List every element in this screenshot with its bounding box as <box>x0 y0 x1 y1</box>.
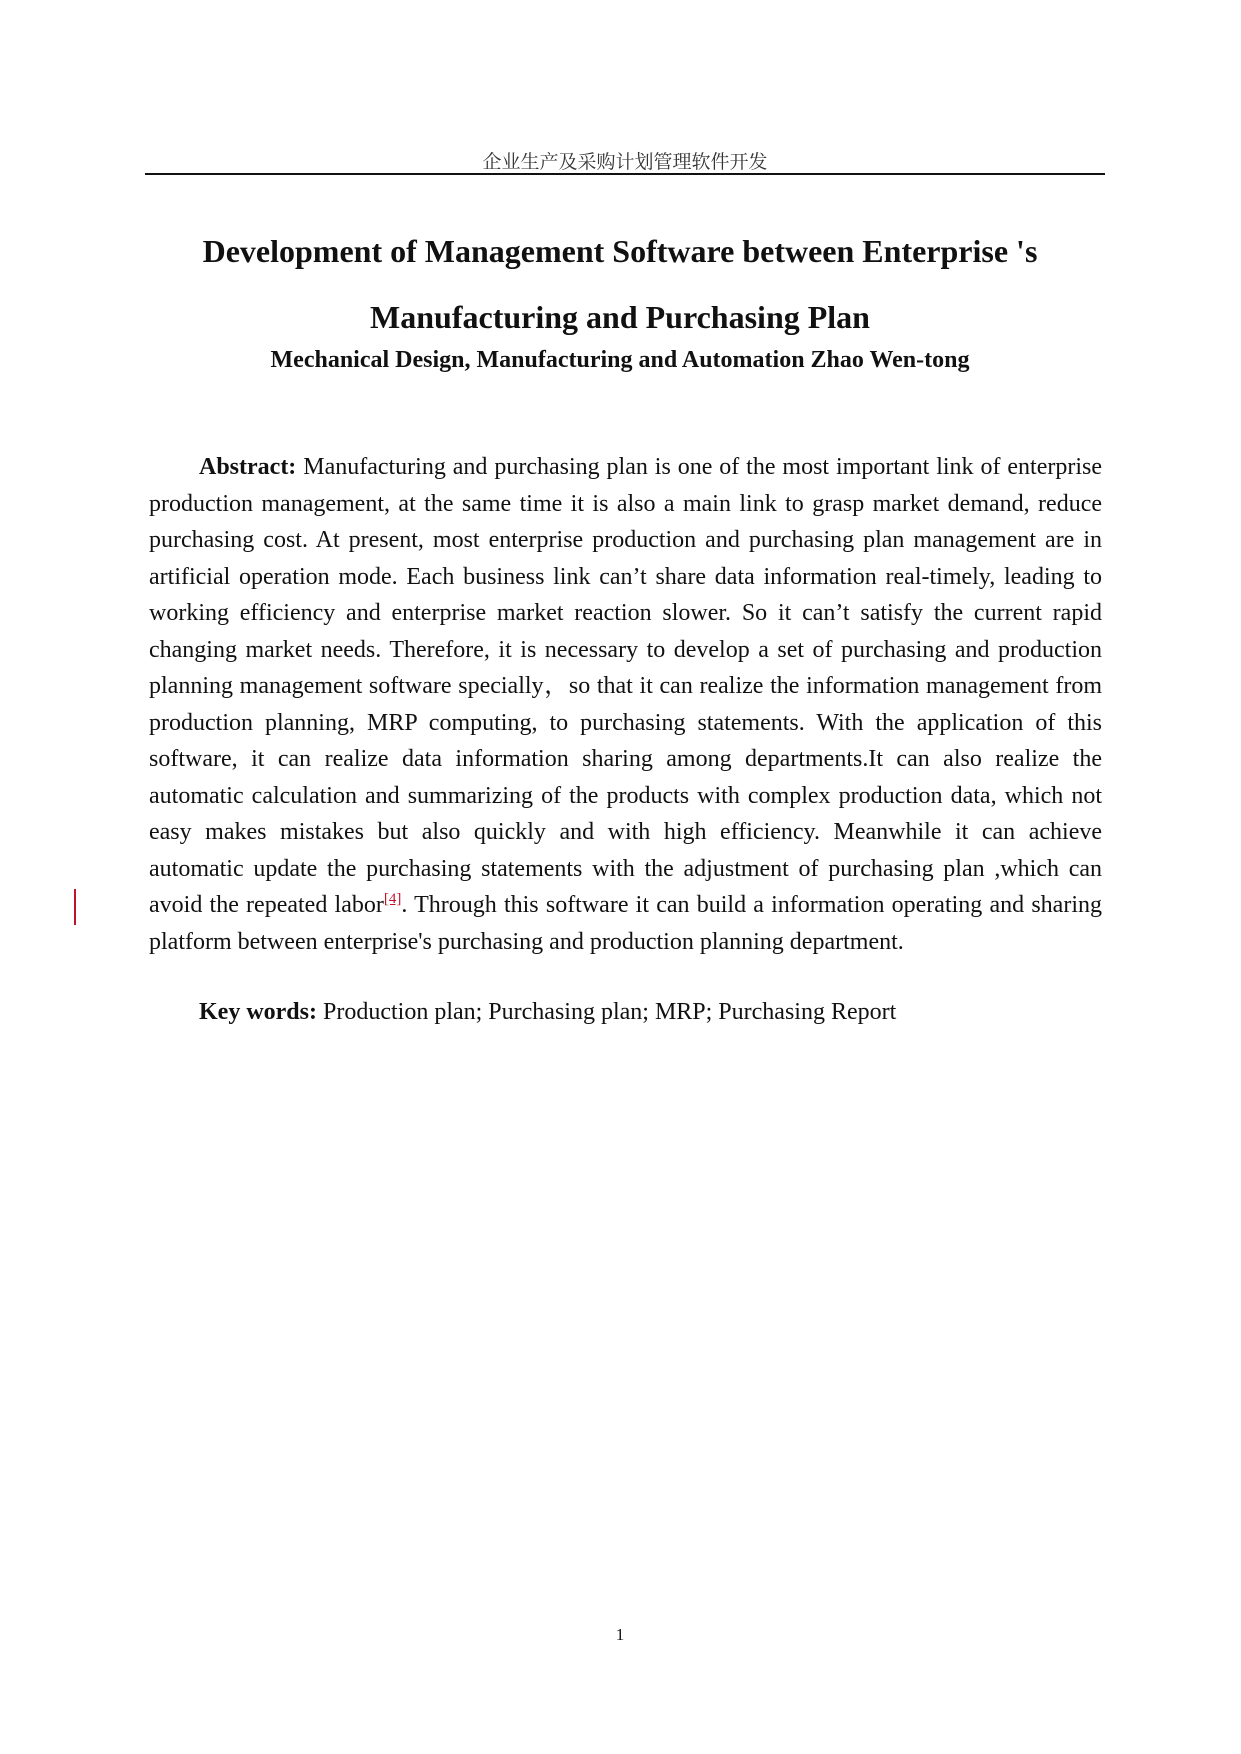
keywords-label: Key words: <box>199 999 317 1025</box>
citation-link[interactable]: [4] <box>383 891 402 907</box>
title-line-1: Development of Management Software between Enterprise 's <box>202 233 1038 269</box>
abstract-text: Manufacturing and purchasing plan is one of the most important link of enterprise production management, at the same time it is also a main link to grasp market demand, reduce purchasing cost. At present, most enterprise production and purchasing plan management are in artificial operation mode. Each business link can’t share data information real-timely, leading to working efficiency and enterprise market reaction slower. So it can’t satisfy the current rapid changing market needs. Therefore, it is necessary to develop a set of purchasing and production planning management software specially，so that it can realize the information management from production planning, MRP computing, to purchasing statements. With the application of this software, it can realize data information sharing among departments.It can also realize the automatic calculation and summarizing of the products with complex production data, which not easy makes mistakes but also quickly and with high efficiency. Meanwhile it can achieve automatic update the purchasing statements with the adjustment of purchasing plan ,which can avoid the repeated labor <box>149 454 1102 918</box>
running-header: 企业生产及采购计划管理软件开发 <box>482 151 768 173</box>
author-line: Mechanical Design, Manufacturing and Automation Zhao Wen-tong <box>270 347 970 373</box>
abstract-paragraph <box>149 449 1102 960</box>
keywords-text: Production plan; Purchasing plan; MRP; Purchasing Report <box>316 999 897 1025</box>
abstract-text-continued: . Through this software it can build a information operating and sharing platform between enterprise's purchasing and production planning department. <box>149 892 1102 955</box>
revision-change-bar <box>74 889 76 925</box>
title-line-2: Manufacturing and Purchasing Plan <box>370 299 870 335</box>
keywords-paragraph <box>199 994 1099 1030</box>
page-number: 1 <box>615 1625 625 1644</box>
paper-title <box>120 218 1120 350</box>
header-rule <box>145 173 1105 175</box>
abstract-label: Abstract: <box>199 454 297 480</box>
